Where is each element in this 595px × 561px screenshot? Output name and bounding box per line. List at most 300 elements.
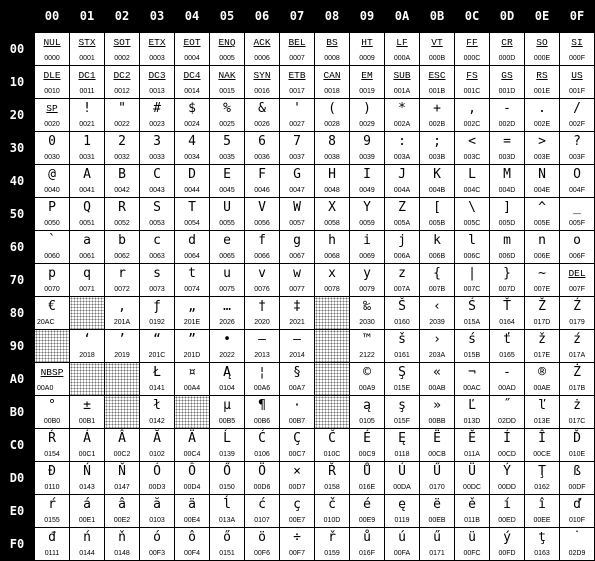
character-glyph: Ř <box>328 464 336 479</box>
unicode-code-point: 0162 <box>534 484 550 491</box>
character-glyph: E <box>223 167 231 182</box>
character-cell <box>245 429 279 461</box>
unicode-code-point: 203A <box>428 352 446 359</box>
character-cell <box>105 231 139 263</box>
character-glyph: ACK <box>253 37 271 48</box>
character-cell <box>455 462 489 494</box>
character-glyph: Î <box>538 431 546 446</box>
character-glyph: n <box>538 233 546 248</box>
unicode-code-point: 0041 <box>79 187 95 194</box>
unicode-code-point: 0023 <box>149 121 165 128</box>
character-cell <box>70 33 104 65</box>
character-glyph: č <box>328 497 336 512</box>
unicode-code-point: 00DD <box>498 484 516 491</box>
character-glyph: Ž <box>538 299 546 314</box>
character-cell <box>315 429 349 461</box>
character-cell <box>175 33 209 65</box>
unicode-code-point: 0105 <box>359 418 375 425</box>
unicode-code-point: 0139 <box>219 451 235 458</box>
character-cell <box>385 495 419 527</box>
unicode-code-point: 003B <box>428 154 446 161</box>
unicode-code-point: 013D <box>463 418 481 425</box>
unicode-code-point: 0161 <box>394 352 410 359</box>
character-cell <box>490 132 524 164</box>
row-header: D0 <box>9 471 25 485</box>
character-cell <box>560 462 594 494</box>
unicode-code-point: 00C1 <box>78 451 96 458</box>
character-glyph: 7 <box>293 134 301 149</box>
unicode-code-point: 000E <box>533 55 551 62</box>
character-cell <box>105 99 139 131</box>
character-glyph: FF <box>466 37 478 48</box>
character-cell <box>70 165 104 197</box>
character-glyph: / <box>573 101 581 116</box>
undefined-cell <box>315 363 349 395</box>
character-cell <box>525 297 559 329</box>
character-glyph: Ű <box>433 464 441 479</box>
character-glyph: ž <box>538 332 546 347</box>
character-cell <box>420 528 454 560</box>
character-cell <box>280 264 314 296</box>
character-cell <box>280 429 314 461</box>
unicode-code-point: 0027 <box>289 121 305 128</box>
character-glyph: STX <box>78 37 96 48</box>
character-glyph: · <box>293 398 301 413</box>
unicode-code-point: 0110 <box>44 484 60 491</box>
unicode-code-point: 0158 <box>324 484 340 491</box>
character-cell <box>490 396 524 428</box>
column-header: 0D <box>499 9 515 23</box>
character-cell <box>35 132 69 164</box>
unicode-code-point: 0069 <box>359 253 375 260</box>
character-cell <box>385 66 419 98</box>
unicode-code-point: 0079 <box>359 286 375 293</box>
character-glyph: CAN <box>323 70 341 81</box>
character-glyph: { <box>433 266 441 281</box>
character-glyph: R <box>118 200 126 215</box>
character-glyph: g <box>293 233 301 248</box>
character-cell <box>490 264 524 296</box>
character-glyph: FS <box>466 70 478 81</box>
character-cell <box>350 198 384 230</box>
character-glyph: ETX <box>148 37 166 48</box>
character-glyph: ® <box>538 365 546 380</box>
character-glyph: X <box>328 200 336 215</box>
unicode-code-point: 0048 <box>324 187 340 194</box>
undefined-cell <box>70 297 104 329</box>
character-cell <box>35 231 69 263</box>
character-cell <box>210 363 244 395</box>
unicode-code-point: 0111 <box>44 550 60 557</box>
character-glyph: Ä <box>188 431 196 446</box>
character-cell <box>35 528 69 560</box>
unicode-code-point: 004A <box>393 187 411 194</box>
character-cell <box>560 429 594 461</box>
unicode-code-point: 0008 <box>324 55 340 62</box>
unicode-code-point: 0066 <box>254 253 270 260</box>
character-glyph: EM <box>361 70 373 81</box>
unicode-code-point: 00FD <box>498 550 516 557</box>
character-glyph: ß <box>573 464 581 479</box>
character-glyph: ť <box>503 332 511 347</box>
unicode-code-point: 0045 <box>219 187 235 194</box>
character-glyph: EOT <box>183 37 201 48</box>
row-header: E0 <box>9 504 25 518</box>
unicode-code-point: 007F <box>569 286 585 293</box>
unicode-code-point: 0170 <box>429 484 445 491</box>
unicode-code-point: 006B <box>428 253 446 260</box>
character-cell <box>350 99 384 131</box>
character-cell <box>420 429 454 461</box>
unicode-code-point: 0071 <box>79 286 95 293</box>
character-glyph: & <box>258 101 266 116</box>
character-glyph: Ŕ <box>48 431 56 446</box>
character-glyph: × <box>293 464 301 479</box>
unicode-code-point: 003A <box>393 154 411 161</box>
undefined-cell <box>35 330 69 362</box>
character-glyph: ó <box>153 530 161 545</box>
unicode-code-point: 0064 <box>184 253 200 260</box>
row-header: 40 <box>9 174 25 188</box>
character-cell <box>420 363 454 395</box>
character-glyph: e <box>223 233 231 248</box>
unicode-code-point: 016E <box>358 484 376 491</box>
character-glyph: ú <box>398 530 406 545</box>
unicode-code-point: 001C <box>463 88 481 95</box>
unicode-code-point: 0107 <box>254 517 270 524</box>
character-cell <box>280 528 314 560</box>
character-cell <box>315 264 349 296</box>
character-glyph: DLE <box>43 70 61 81</box>
character-cell <box>35 495 69 527</box>
unicode-code-point: 0171 <box>429 550 445 557</box>
character-cell <box>560 165 594 197</box>
character-cell <box>70 429 104 461</box>
character-glyph: Ě <box>468 431 476 446</box>
column-header: 0C <box>464 9 480 23</box>
character-glyph: < <box>468 134 476 149</box>
character-cell <box>490 165 524 197</box>
unicode-code-point: 0192 <box>149 319 165 326</box>
character-cell <box>525 495 559 527</box>
character-glyph: ő <box>223 530 231 545</box>
character-cell <box>245 198 279 230</box>
unicode-code-point: 0159 <box>324 550 340 557</box>
unicode-code-point: 0068 <box>324 253 340 260</box>
character-glyph: P <box>48 200 56 215</box>
unicode-code-point: 0044 <box>184 187 200 194</box>
character-cell <box>490 297 524 329</box>
character-cell <box>280 132 314 164</box>
character-glyph: ÷ <box>293 530 301 545</box>
character-cell <box>420 330 454 362</box>
character-cell <box>210 528 244 560</box>
unicode-code-point: 0050 <box>44 220 60 227</box>
character-cell <box>280 330 314 362</box>
row-header: 20 <box>9 108 25 122</box>
character-cell <box>210 429 244 461</box>
character-glyph: ś <box>468 332 476 347</box>
unicode-code-point: 007B <box>428 286 446 293</box>
character-cell <box>385 99 419 131</box>
character-glyph: f <box>258 233 266 248</box>
unicode-code-point: 004C <box>463 187 481 194</box>
unicode-code-point: 0055 <box>219 220 235 227</box>
unicode-code-point: 00E2 <box>113 517 131 524</box>
character-glyph: Ń <box>83 464 91 479</box>
unicode-code-point: 0028 <box>324 121 340 128</box>
character-cell <box>420 198 454 230</box>
character-glyph: B <box>118 167 126 182</box>
character-glyph: d <box>188 233 196 248</box>
character-cell <box>245 297 279 329</box>
unicode-code-point: 0017 <box>289 88 305 95</box>
character-cell <box>455 495 489 527</box>
character-glyph: ¦ <box>258 365 266 380</box>
character-glyph: » <box>433 398 441 413</box>
character-glyph: DEL <box>568 268 586 279</box>
unicode-code-point: 00AD <box>498 385 516 392</box>
character-cell <box>245 165 279 197</box>
unicode-code-point: 00A9 <box>358 385 376 392</box>
undefined-cell <box>315 396 349 428</box>
character-cell <box>140 198 174 230</box>
character-cell <box>350 231 384 263</box>
unicode-code-point: 015B <box>463 352 481 359</box>
character-cell <box>490 198 524 230</box>
character-cell <box>35 363 69 395</box>
character-glyph: ¬ <box>468 365 476 380</box>
unicode-code-point: 00E4 <box>183 517 201 524</box>
character-cell <box>315 165 349 197</box>
character-cell <box>455 330 489 362</box>
unicode-code-point: 00FC <box>463 550 481 557</box>
character-cell <box>175 330 209 362</box>
unicode-code-point: 2013 <box>254 352 270 359</box>
unicode-code-point: 00D7 <box>288 484 306 491</box>
unicode-code-point: 005E <box>533 220 551 227</box>
character-glyph: ) <box>363 101 371 116</box>
unicode-code-point: 0119 <box>394 517 410 524</box>
unicode-code-point: 0033 <box>149 154 165 161</box>
character-cell <box>105 462 139 494</box>
character-cell <box>315 132 349 164</box>
character-glyph: ţ <box>538 530 546 545</box>
unicode-code-point: 2019 <box>114 352 130 359</box>
character-glyph: ň <box>118 530 126 545</box>
unicode-code-point: 00D4 <box>183 484 201 491</box>
row-header: 80 <box>9 306 25 320</box>
character-glyph: SOT <box>113 37 131 48</box>
unicode-code-point: 00E7 <box>288 517 306 524</box>
character-cell <box>315 33 349 65</box>
unicode-code-point: 0021 <box>79 121 95 128</box>
character-cell <box>210 264 244 296</box>
unicode-code-point: 0035 <box>219 154 235 161</box>
unicode-code-point: 00C2 <box>113 451 131 458</box>
character-glyph: U <box>223 200 231 215</box>
character-glyph: † <box>258 299 266 314</box>
character-cell <box>490 429 524 461</box>
character-cell <box>210 165 244 197</box>
row-header: 50 <box>9 207 25 221</box>
character-glyph: " <box>118 101 126 116</box>
unicode-code-point: 0019 <box>359 88 375 95</box>
character-cell <box>245 231 279 263</box>
column-header: 02 <box>114 9 130 23</box>
character-cell <box>210 297 244 329</box>
unicode-code-point: 2026 <box>219 319 235 326</box>
character-glyph: VT <box>431 37 443 48</box>
character-cell <box>315 495 349 527</box>
character-glyph: q <box>83 266 91 281</box>
character-cell <box>490 528 524 560</box>
character-glyph: ë <box>433 497 441 512</box>
unicode-code-point: 00AB <box>428 385 446 392</box>
unicode-code-point: 00E9 <box>358 517 376 524</box>
unicode-code-point: 00C9 <box>358 451 376 458</box>
unicode-code-point: 0141 <box>149 385 165 392</box>
character-cell <box>280 231 314 263</box>
character-glyph: ( <box>328 101 336 116</box>
unicode-code-point: 2122 <box>359 352 375 359</box>
unicode-code-point: 016F <box>359 550 375 557</box>
character-cell <box>490 330 524 362</box>
character-cell <box>140 132 174 164</box>
character-cell <box>210 198 244 230</box>
unicode-code-point: 0014 <box>184 88 200 95</box>
unicode-code-point: 005D <box>498 220 516 227</box>
character-glyph: ! <box>83 101 91 116</box>
unicode-code-point: 0051 <box>79 220 95 227</box>
unicode-code-point: 0020 <box>44 121 60 128</box>
character-cell <box>385 462 419 494</box>
character-cell <box>315 99 349 131</box>
character-glyph: z <box>398 266 406 281</box>
character-cell <box>35 429 69 461</box>
unicode-code-point: 02DD <box>498 418 516 425</box>
column-header: 08 <box>324 9 340 23</box>
character-cell <box>455 66 489 98</box>
character-cell <box>350 297 384 329</box>
unicode-code-point: 0004 <box>184 55 200 62</box>
character-cell <box>280 462 314 494</box>
character-cell <box>315 528 349 560</box>
unicode-code-point: 001D <box>498 88 516 95</box>
character-cell <box>420 495 454 527</box>
unicode-code-point: 0102 <box>149 451 165 458</box>
unicode-code-point: 015F <box>394 418 410 425</box>
character-glyph: \ <box>468 200 476 215</box>
character-glyph: w <box>293 266 301 281</box>
unicode-code-point: 0009 <box>359 55 375 62</box>
character-cell <box>70 528 104 560</box>
unicode-code-point: 00F3 <box>149 550 165 557</box>
character-cell <box>525 66 559 98</box>
character-cell <box>385 198 419 230</box>
character-glyph: NAK <box>218 70 236 81</box>
unicode-code-point: 015A <box>463 319 481 326</box>
character-cell <box>350 330 384 362</box>
character-glyph: v <box>258 266 266 281</box>
character-cell <box>140 33 174 65</box>
character-cell <box>350 264 384 296</box>
character-cell <box>245 330 279 362</box>
character-glyph: Ö <box>258 464 266 479</box>
character-glyph: ¶ <box>258 398 266 413</box>
character-cell <box>455 198 489 230</box>
character-glyph: b <box>118 233 126 248</box>
unicode-code-point: 002C <box>463 121 481 128</box>
character-glyph: â <box>118 497 126 512</box>
unicode-code-point: 00AC <box>463 385 481 392</box>
character-cell <box>35 198 69 230</box>
character-glyph: DC3 <box>148 70 166 81</box>
unicode-code-point: 0001 <box>79 55 95 62</box>
character-glyph: = <box>503 134 511 149</box>
character-cell <box>175 264 209 296</box>
character-glyph: ` <box>48 233 56 248</box>
character-cell <box>420 462 454 494</box>
unicode-code-point: 0062 <box>114 253 130 260</box>
character-cell <box>210 231 244 263</box>
character-cell <box>140 99 174 131</box>
unicode-code-point: 005C <box>463 220 481 227</box>
character-glyph: T <box>188 200 196 215</box>
unicode-code-point: 006A <box>393 253 411 260</box>
unicode-code-point: 00F7 <box>289 550 305 557</box>
character-cell <box>385 231 419 263</box>
character-glyph: ä <box>188 497 196 512</box>
character-glyph: 8 <box>328 134 336 149</box>
unicode-code-point: 0024 <box>184 121 200 128</box>
character-glyph: Ł <box>153 365 161 380</box>
character-cell <box>245 363 279 395</box>
character-cell <box>140 462 174 494</box>
column-header: 07 <box>289 9 305 23</box>
unicode-code-point: 00CE <box>533 451 551 458</box>
unicode-code-point: 003F <box>569 154 585 161</box>
row-header: 30 <box>9 141 25 155</box>
character-cell <box>315 198 349 230</box>
character-cell <box>350 165 384 197</box>
unicode-code-point: 2039 <box>429 319 445 326</box>
character-glyph: › <box>433 332 441 347</box>
unicode-code-point: 0059 <box>359 220 375 227</box>
character-glyph: ‹ <box>433 299 441 314</box>
character-glyph: í <box>503 497 511 512</box>
character-cell <box>35 33 69 65</box>
row-header: 70 <box>9 273 25 287</box>
unicode-code-point: 002D <box>498 121 516 128</box>
character-cell <box>455 396 489 428</box>
character-glyph: ^ <box>538 200 546 215</box>
character-glyph: x <box>328 266 336 281</box>
column-header: 01 <box>79 9 95 23</box>
character-cell <box>70 330 104 362</box>
character-cell <box>105 264 139 296</box>
character-cell <box>140 66 174 98</box>
unicode-code-point: 00EE <box>533 517 551 524</box>
character-cell <box>350 429 384 461</box>
character-cell <box>350 66 384 98</box>
character-glyph: É <box>363 431 371 446</box>
character-cell <box>35 99 69 131</box>
character-cell <box>105 297 139 329</box>
column-header: 06 <box>254 9 270 23</box>
unicode-code-point: 201A <box>113 319 131 326</box>
character-glyph: Ů <box>363 464 371 479</box>
